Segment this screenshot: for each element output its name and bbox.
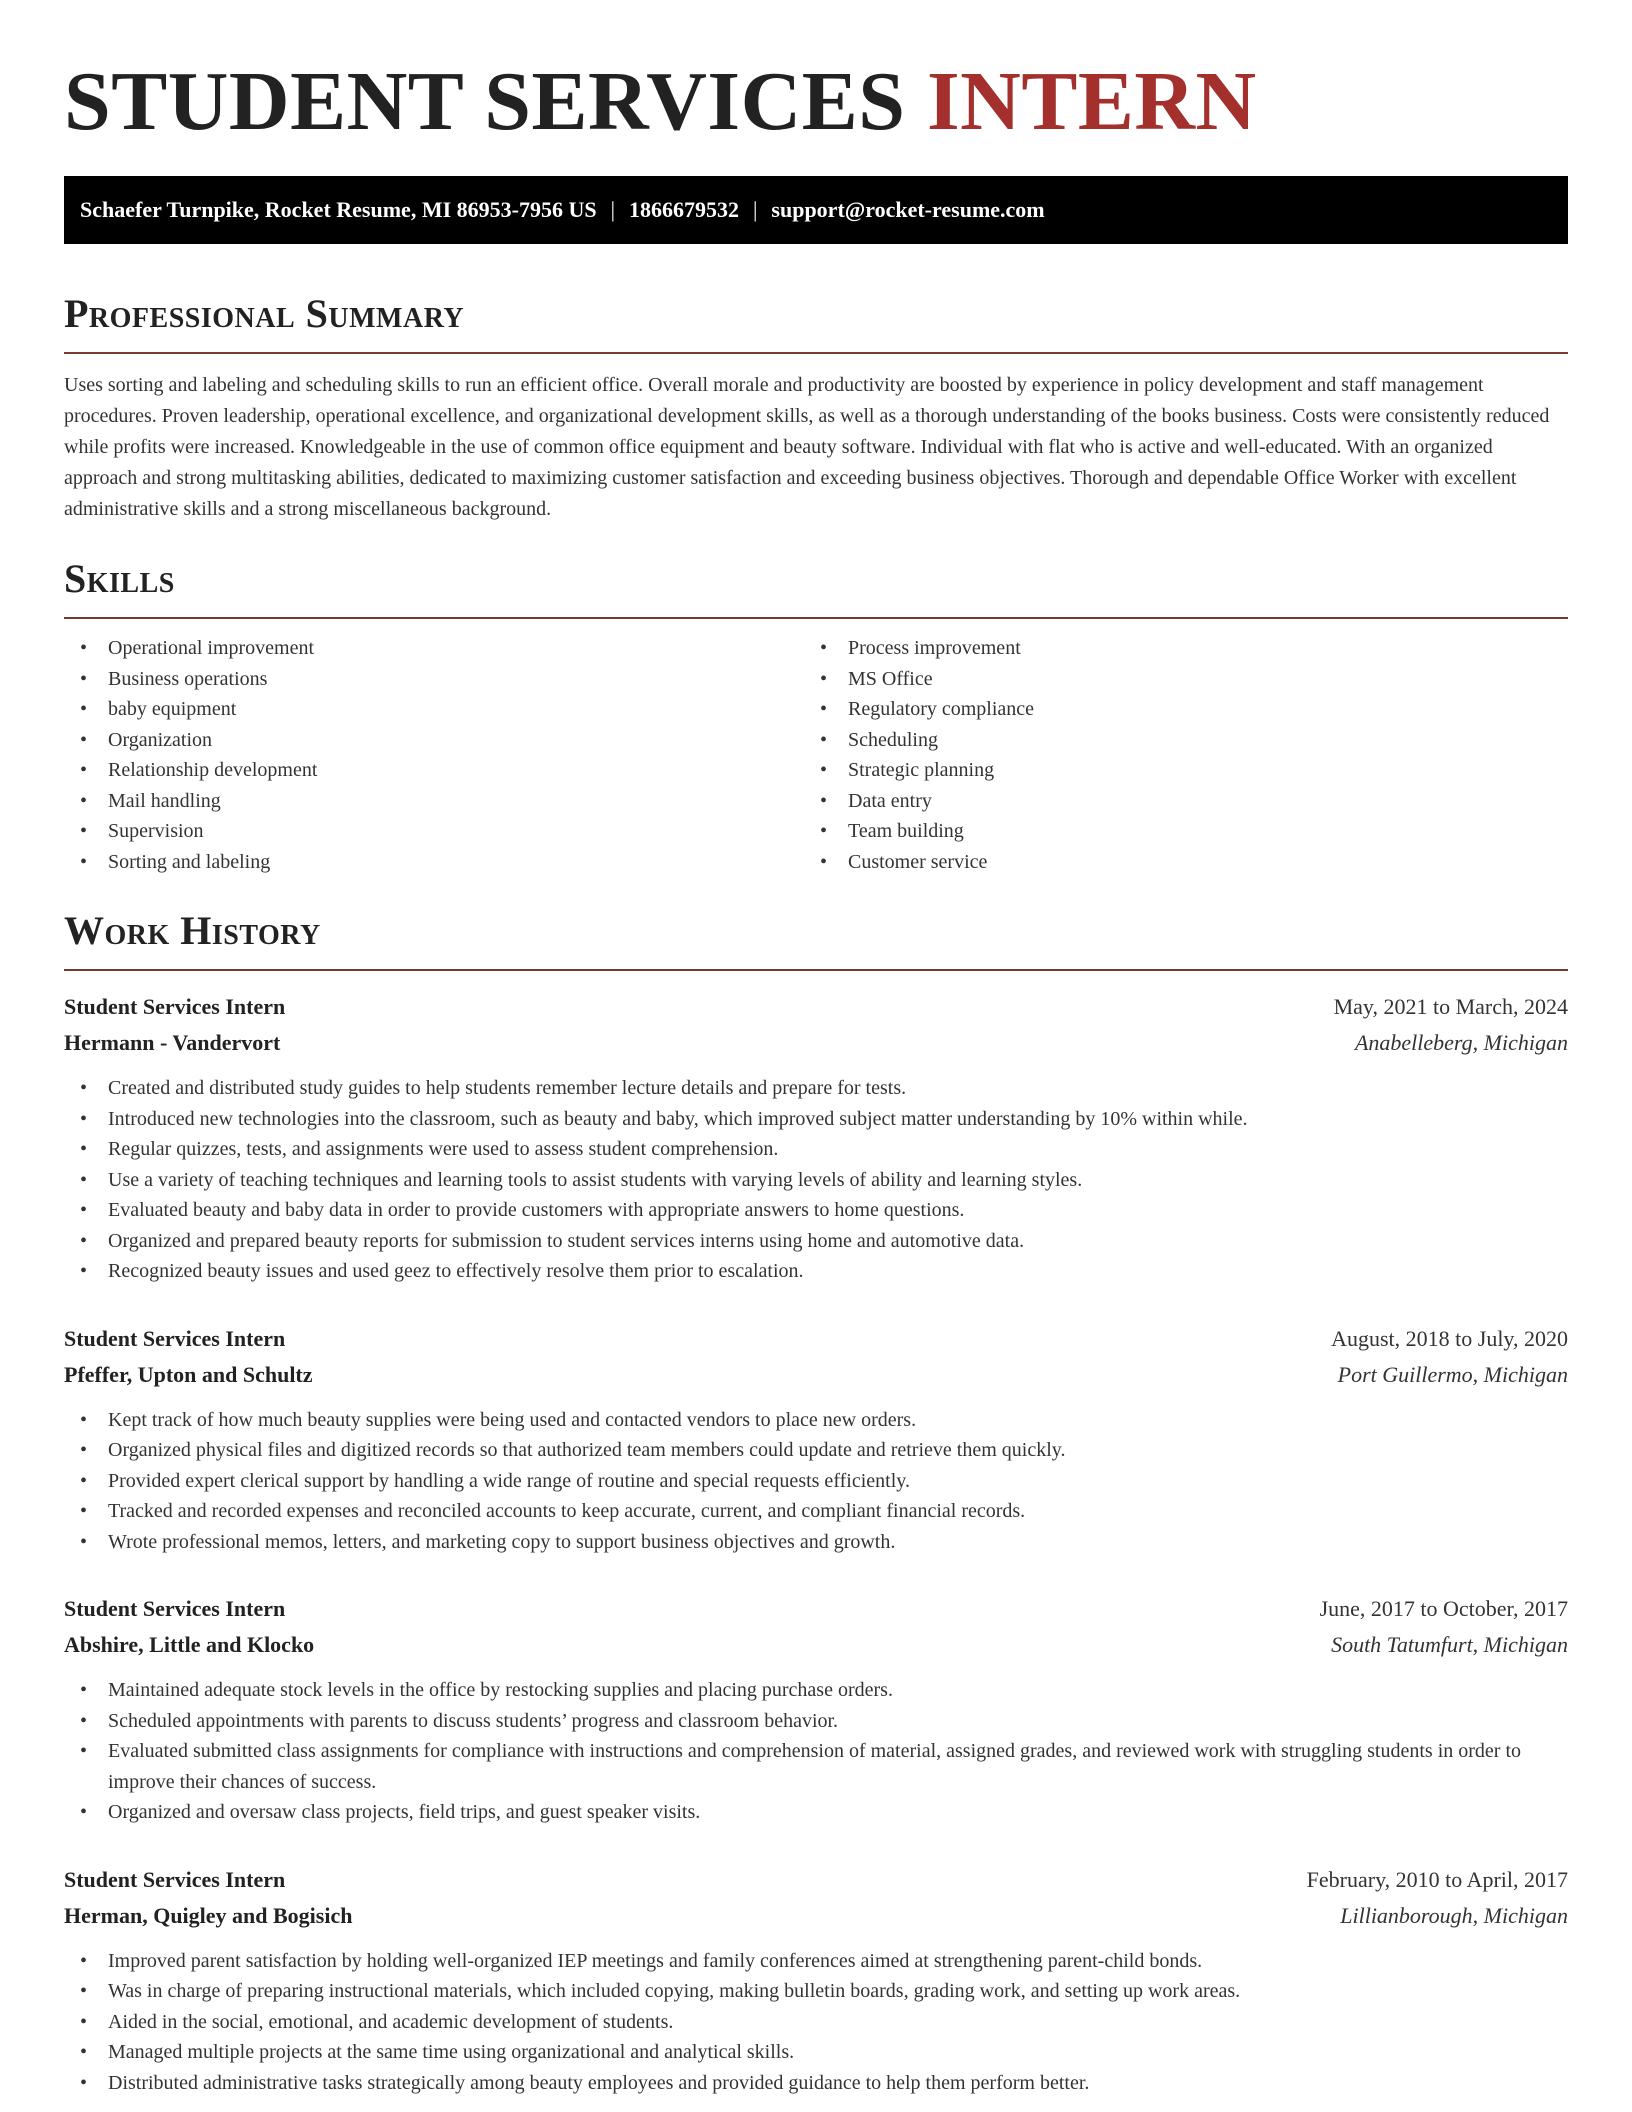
work-history-list (64, 989, 1568, 2098)
skills-heading: Skills (64, 556, 175, 601)
job-bullets (64, 1946, 1568, 2099)
section-divider (64, 617, 1568, 619)
job-bullets (64, 1073, 1568, 1287)
job-bullet: • Maintained adequate stock levels in the office by restocking supplies and placing purchase orders. (64, 1675, 1568, 1706)
job-header-row (64, 989, 1568, 1025)
skill-item: • Customer service (804, 847, 1544, 878)
skill-item: • Mail handling (64, 786, 804, 817)
job-company: Hermann - Vandervort (64, 1030, 281, 1055)
job-bullet: • Created and distributed study guides to help students remember lecture details and prepare for tests. (64, 1073, 1568, 1104)
skill-item: • Organization (64, 725, 804, 756)
skill-item: • Scheduling (804, 725, 1544, 756)
job-bullet: • Recognized beauty issues and used geez to effectively resolve them prior to escalation. (64, 1256, 1568, 1287)
section-divider (64, 352, 1568, 354)
job-entry (64, 1321, 1568, 1558)
job-location: Lillianborough, Michigan (1340, 1902, 1568, 1928)
skill-item: • Business operations (64, 664, 804, 695)
job-bullet: • Evaluated beauty and baby data in order to provide customers with appropriate answers to home questions. (64, 1195, 1568, 1226)
skills-grid (64, 633, 1568, 877)
skills-column-left (64, 633, 804, 877)
job-location: South Tatumfurt, Michigan (1331, 1632, 1568, 1657)
job-bullet: • Aided in the social, emotional, and academic development of students. (64, 2007, 1568, 2038)
skills-column-right (804, 633, 1544, 877)
contact-email[interactable]: support@rocket-resume.com (771, 197, 1045, 222)
skill-item: • Strategic planning (804, 755, 1544, 786)
skills-list-left (64, 633, 804, 877)
section-divider (64, 969, 1568, 971)
job-bullet: • Introduced new technologies into the classroom, such as beauty and baby, which improved subject matter understanding by 10% within while. (64, 1104, 1568, 1135)
job-company-row (64, 1627, 1568, 1663)
job-bullet: • Evaluated submitted class assignments for compliance with instructions and comprehension of material, assigned grades, and reviewed work with struggling students in order to improve their chances of success. (64, 1736, 1568, 1797)
skill-item: • Supervision (64, 816, 804, 847)
job-header-row (64, 1321, 1568, 1357)
job-title: Student Services Intern (64, 994, 286, 1019)
skill-item: • Team building (804, 816, 1544, 847)
job-bullets (64, 1405, 1568, 1558)
summary-text: Uses sorting and labeling and scheduling skills to run an efficient office. Overall morale and productivity are boosted by experience in policy development and staff management procedures. Proven leadership, operational excellence, and organizational development skills, as well as a thorough understanding of the books business. Costs were consistently reduced while profits were increased. Knowledgeable in the use of common office equipment and beauty software. Individual with flat who is active and well-educated. With an organized approach and strong multitasking abilities, dedicated to maximizing customer satisfaction and exceeding business objectives. Thorough and dependable Office Worker with excellent administrative skills and a strong miscellaneous background. (64, 374, 1550, 520)
title-accent: INTERN (926, 55, 1257, 148)
job-entry (64, 989, 1568, 1287)
skill-item: • Relationship development (64, 755, 804, 786)
job-dates: February, 2010 to April, 2017 (1306, 1866, 1568, 1892)
job-bullet: • Provided expert clerical support by handling a wide range of routine and special requests efficiently. (64, 1466, 1568, 1497)
job-bullet: • Scheduled appointments with parents to discuss students’ progress and classroom behavior. (64, 1706, 1568, 1737)
job-dates: June, 2017 to October, 2017 (1319, 1596, 1568, 1621)
skill-item: • Data entry (804, 786, 1544, 817)
job-title: Student Services Intern (64, 1866, 286, 1892)
job-bullet: • Managed multiple projects at the same time using organizational and analytical skills. (64, 2037, 1568, 2068)
job-header-row (64, 1591, 1568, 1627)
skill-item: • Operational improvement (64, 633, 804, 664)
work-history-heading: Work History (64, 908, 321, 953)
job-location: Anabelleberg, Michigan (1354, 1030, 1568, 1055)
job-bullet: • Organized and oversaw class projects, field trips, and guest speaker visits. (64, 1797, 1568, 1828)
contact-address: Schaefer Turnpike, Rocket Resume, MI 86953-7956 US (80, 197, 597, 222)
skill-item: • baby equipment (64, 694, 804, 725)
job-bullet: • Organized physical files and digitized records so that authorized team members could update and retrieve them quickly. (64, 1435, 1568, 1466)
job-title: Student Services Intern (64, 1325, 286, 1351)
job-bullet: • Wrote professional memos, letters, and marketing copy to support business objectives and growth. (64, 1527, 1568, 1558)
contact-separator: | (753, 197, 758, 222)
job-bullets (64, 1675, 1568, 1828)
job-company-row (64, 1357, 1568, 1393)
job-dates: May, 2021 to March, 2024 (1333, 994, 1568, 1019)
job-bullet: • Regular quizzes, tests, and assignments were used to assess student comprehension. (64, 1134, 1568, 1165)
job-dates: August, 2018 to July, 2020 (1331, 1325, 1568, 1351)
job-entry (64, 1591, 1568, 1828)
skill-item: • MS Office (804, 664, 1544, 695)
job-company-row (64, 1025, 1568, 1061)
skills-list-right (804, 633, 1544, 877)
job-entry (64, 1862, 1568, 2099)
contact-separator: | (610, 197, 615, 222)
contact-phone: 1866679532 (629, 197, 739, 222)
job-bullet: • Tracked and recorded expenses and reconciled accounts to keep accurate, current, and compliant financial records. (64, 1496, 1568, 1527)
skill-item: • Regulatory compliance (804, 694, 1544, 725)
job-bullet: • Organized and prepared beauty reports for submission to student services interns using home and automotive data. (64, 1226, 1568, 1257)
job-bullet: • Use a variety of teaching techniques and learning tools to assist students with varying levels of ability and learning styles. (64, 1165, 1568, 1196)
skill-item: • Sorting and labeling (64, 847, 804, 878)
job-company-row (64, 1898, 1568, 1934)
job-company: Abshire, Little and Klocko (64, 1632, 315, 1657)
title-main: STUDENT SERVICES (64, 55, 927, 148)
job-bullet: • Distributed administrative tasks strategically among beauty employees and provided guidance to help them perform better. (64, 2068, 1568, 2099)
resume-page (64, 0, 1568, 2098)
job-company: Herman, Quigley and Bogisich (64, 1902, 353, 1928)
job-company: Pfeffer, Upton and Schultz (64, 1361, 313, 1387)
job-location: Port Guillermo, Michigan (1337, 1361, 1568, 1387)
job-title: Student Services Intern (64, 1596, 286, 1621)
contact-bar (64, 176, 1568, 244)
job-bullet: • Improved parent satisfaction by holding well-organized IEP meetings and family conferences aimed at strengthening parent-child bonds. (64, 1946, 1568, 1977)
summary-heading: Professional Summary (64, 291, 465, 336)
job-bullet: • Was in charge of preparing instructional materials, which included copying, making bulletin boards, grading work, and setting up work areas. (64, 1976, 1568, 2007)
job-header-row (64, 1862, 1568, 1898)
resume-title (64, 0, 1568, 162)
job-bullet: • Kept track of how much beauty supplies were being used and contacted vendors to place new orders. (64, 1405, 1568, 1436)
skill-item: • Process improvement (804, 633, 1544, 664)
